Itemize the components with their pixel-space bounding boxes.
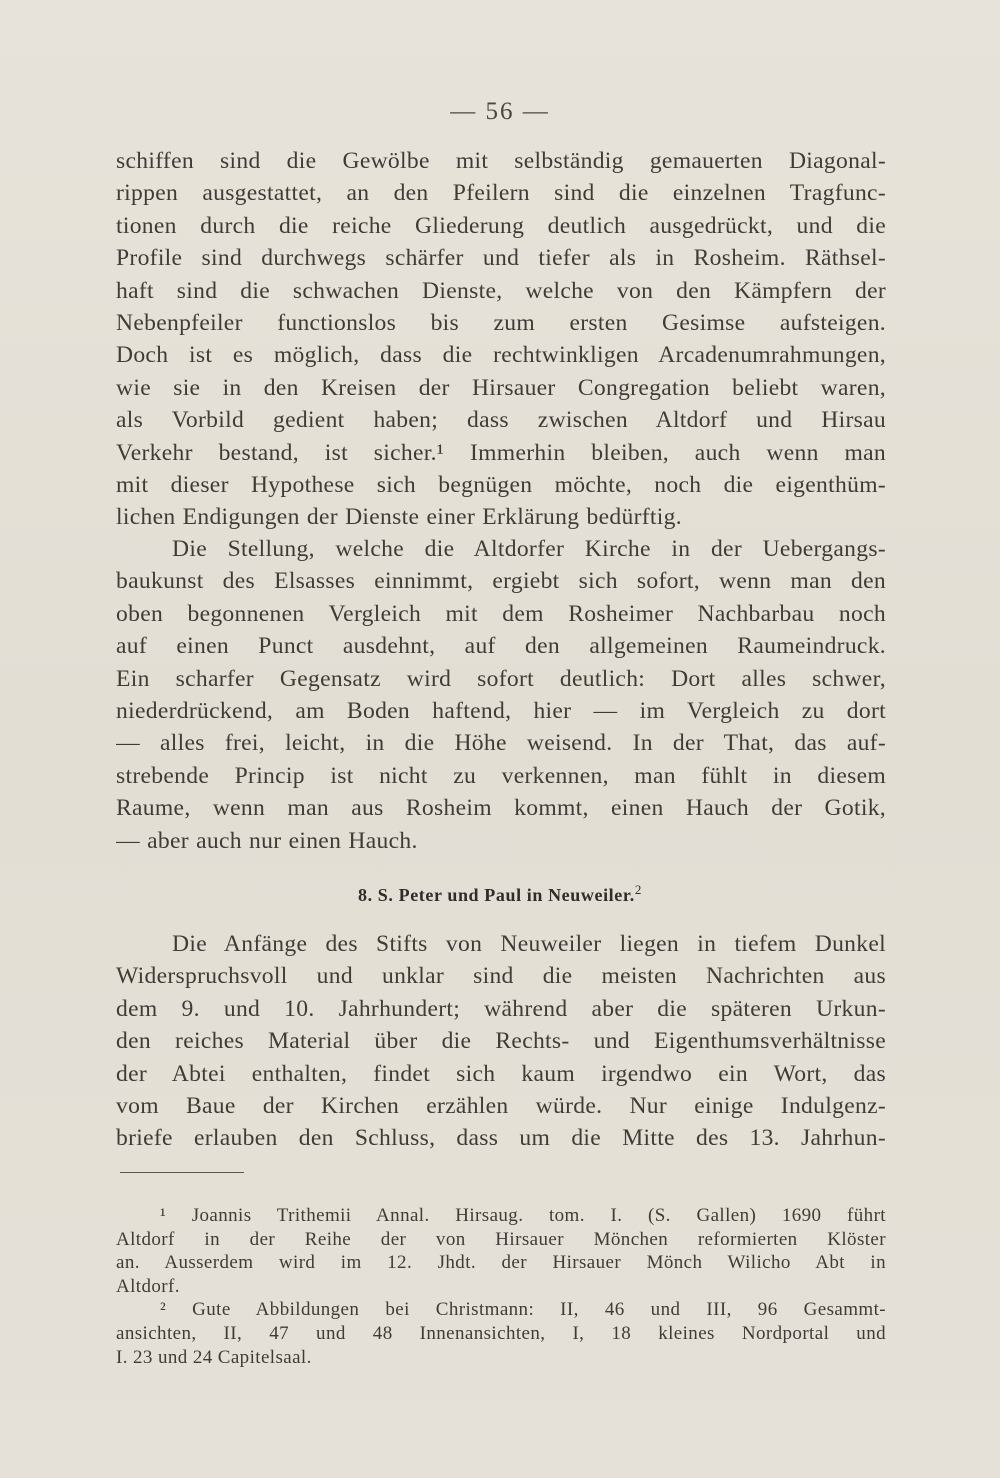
text-line: Profile sind durchwegs schärfer und tiefer als in Rosheim. Räthsel- — [116, 245, 886, 272]
text-line: tionen durch die reiche Gliederung deutlich ausgedrückt, und die — [116, 212, 886, 239]
text-line: den reiches Material über die Rechts- und Eigenthumsverhältnisse — [116, 1028, 886, 1055]
text-line: haft sind die schwachen Dienste, welche von den Kämpfern der — [116, 277, 886, 304]
text-line: lichen Endigungen der Dienste einer Erklärung bedürftig. — [116, 504, 682, 531]
text-line: auf einen Punct ausdehnt, auf den allgemeinen Raumeindruck. — [116, 633, 886, 660]
text-line: Doch ist es möglich, dass die rechtwinkligen Arcadenumrahmungen, — [116, 342, 886, 369]
text-line: rippen ausgestattet, an den Pfeilern sind die einzelnen Tragfunc- — [116, 180, 886, 207]
footnote-ref: 2 — [634, 882, 643, 897]
footnote-line: Altdorf in der Reihe der von Hirsauer Mönchen reformierten Klöster — [116, 1228, 886, 1250]
text-line: als Vorbild gedient haben; dass zwischen Altdorf und Hirsau — [116, 407, 886, 434]
text-line: Widerspruchsvoll und unklar sind die meisten Nachrichten aus — [116, 963, 886, 990]
text-line: Die Stellung, welche die Altdorfer Kirche in der Uebergangs- — [172, 536, 886, 562]
section-heading-text: 8. S. Peter und Paul in Neuweiler. — [357, 885, 635, 905]
footnote-divider — [120, 1172, 244, 1173]
footnote-line: I. 23 und 24 Capitelsaal. — [116, 1346, 312, 1368]
text-line: vom Baue der Kirchen erzählen würde. Nur einige Indulgenz- — [116, 1092, 886, 1119]
text-line: niederdrückend, am Boden haftend, hier — im Vergleich zu dort — [116, 697, 886, 724]
paragraph-2 — [116, 533, 886, 857]
paragraph-3 — [116, 928, 886, 1155]
text-line: dem 9. und 10. Jahrhundert; während aber die späteren Urkun- — [116, 995, 886, 1022]
text-line: Nebenpfeiler functionslos bis zum ersten Gesimse aufsteigen. — [116, 309, 886, 336]
text-line: Raume, wenn man aus Rosheim kommt, einen Hauch der Gotik, — [116, 795, 886, 822]
text-line: — alles frei, leicht, in die Höhe weisend. In der That, das auf- — [116, 730, 886, 757]
paragraph-1 — [116, 145, 886, 534]
text-line: oben begonnenen Vergleich mit dem Rosheimer Nachbarbau noch — [116, 600, 886, 627]
footnote-line: ² Gute Abbildungen bei Christmann: II, 46 und III, 96 Gesammt- — [160, 1299, 886, 1321]
footnotes — [116, 1204, 886, 1369]
text-line: Die Anfänge des Stifts von Neuweiler liegen in tiefem Dunkel — [172, 931, 886, 957]
text-line: wie sie in den Kreisen der Hirsauer Congregation beliebt waren, — [116, 374, 886, 401]
text-line: der Abtei enthalten, findet sich kaum irgendwo ein Wort, das — [116, 1060, 886, 1087]
text-line: Verkehr bestand, ist sicher.¹ Immerhin bleiben, auch wenn man — [116, 439, 886, 466]
footnote-line: an. Ausserdem wird im 12. Jhdt. der Hirsauer Mönch Wilicho Abt in — [116, 1252, 886, 1274]
text-line: mit dieser Hypothese sich begnügen möchte, noch die eigenthüm- — [116, 471, 886, 498]
text-line: briefe erlauben den Schluss, dass um die Mitte des 13. Jahrhun- — [116, 1125, 886, 1152]
footnote-line: ansichten, II, 47 und 48 Innenansichten, I, 18 kleines Nordportal und — [116, 1322, 886, 1344]
text-line: schiffen sind die Gewölbe mit selbständig gemauerten Diagonal- — [116, 148, 886, 174]
footnote-line: ¹ Joannis Trithemii Annal. Hirsaug. tom. I. (S. Gallen) 1690 führt — [160, 1205, 886, 1226]
text-line: Ein scharfer Gegensatz wird sofort deutlich: Dort alles schwer, — [116, 665, 886, 692]
text-line: — aber auch nur einen Hauch. — [116, 827, 418, 854]
page-number: — 56 — — [450, 98, 550, 125]
text-line: baukunst des Elsasses einnimmt, ergiebt sich sofort, wenn man den — [116, 568, 886, 595]
text-line: strebende Princip ist nicht zu verkennen, man fühlt in diesem — [116, 762, 886, 789]
footnote-line: Altdorf. — [116, 1275, 180, 1297]
section-heading — [0, 882, 1000, 906]
